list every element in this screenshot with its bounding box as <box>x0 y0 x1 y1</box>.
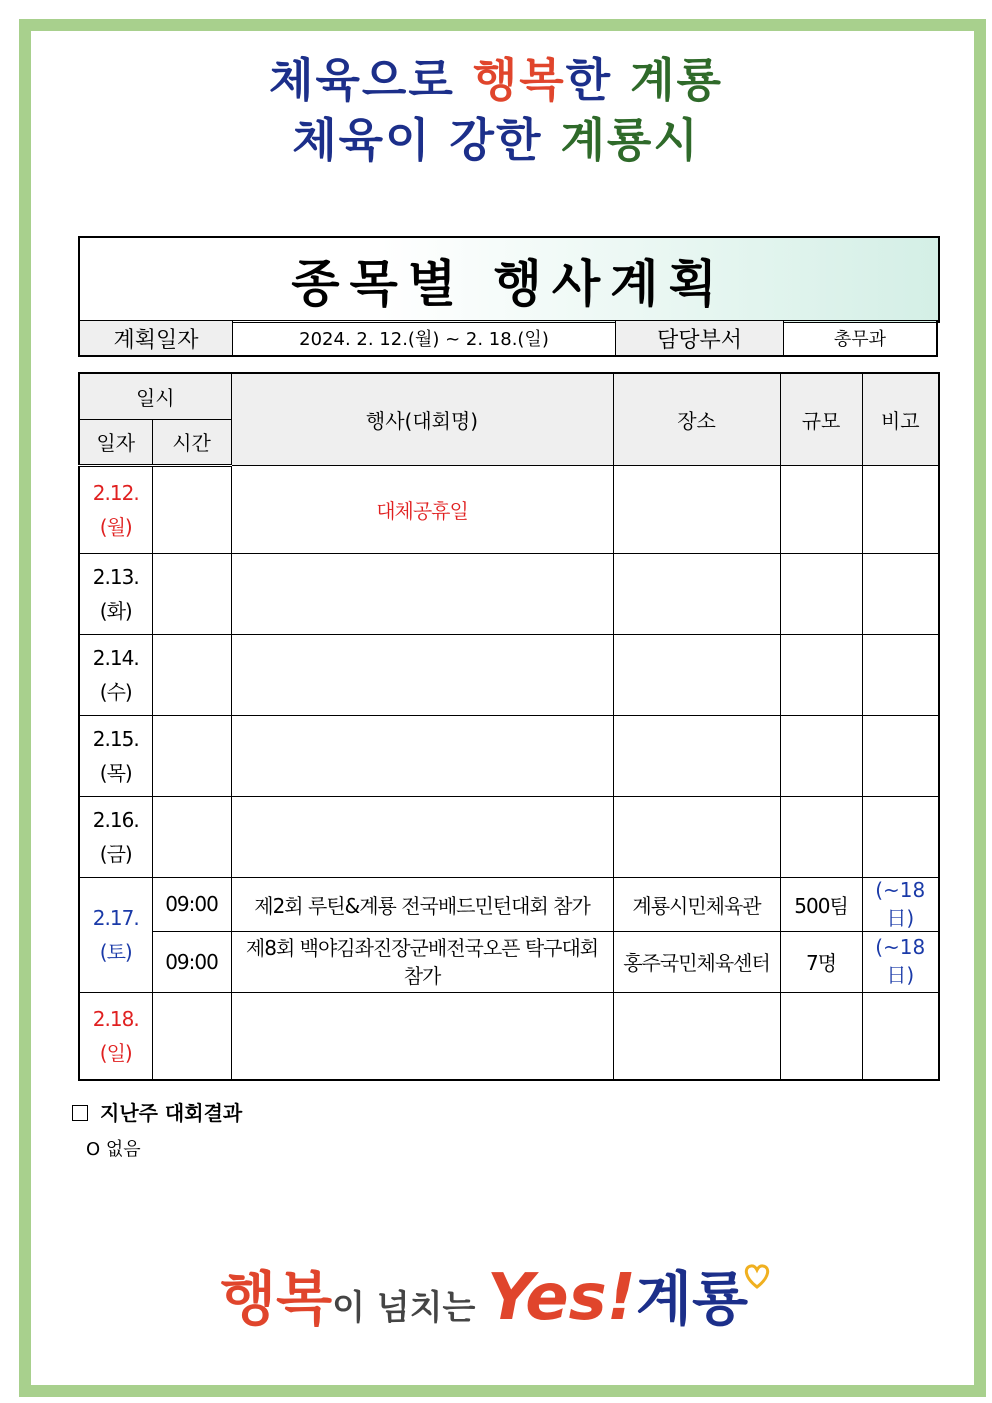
day-text: (수) <box>99 679 132 704</box>
slogan-text: 체육이 강한 <box>292 113 561 167</box>
date-cell <box>79 796 152 877</box>
scale-cell: 500팀 <box>780 877 862 931</box>
place-cell <box>613 634 780 715</box>
dept-label: 담당부서 <box>616 321 784 355</box>
event-cell: 제8회 백야김좌진장군배전국오픈 탁구대회 참가 <box>231 931 613 992</box>
date-text: 2.18. <box>92 1006 139 1031</box>
date-text: 2.12. <box>92 480 139 505</box>
day-text: (화) <box>99 598 132 623</box>
place-cell: 계룡시민체육관 <box>613 877 780 931</box>
time-cell: 09:00 <box>152 931 231 992</box>
date-text: 2.13. <box>92 564 139 589</box>
footer-slogan <box>0 1252 992 1336</box>
table-row <box>79 992 939 1080</box>
heart-icon <box>742 1263 772 1289</box>
table-row <box>79 877 939 931</box>
note-cell <box>862 634 939 715</box>
date-cell <box>79 634 152 715</box>
document-title-box <box>78 236 940 323</box>
date-cell <box>79 877 152 992</box>
table-row <box>79 553 939 634</box>
schedule-table <box>78 372 940 1081</box>
note-cell <box>862 992 939 1080</box>
time-cell <box>152 553 231 634</box>
day-text: (일) <box>99 1040 132 1065</box>
time-cell <box>152 992 231 1080</box>
last-week-result: O 없음 <box>86 1139 141 1160</box>
note-cell: (~18日) <box>862 931 939 992</box>
header-event: 행사(대회명) <box>231 373 613 465</box>
event-cell: 대체공휴일 <box>231 465 613 553</box>
date-text: 2.15. <box>92 726 139 751</box>
square-bullet-icon <box>72 1105 88 1121</box>
dept-value: 총무과 <box>833 329 887 350</box>
event-cell <box>231 553 613 634</box>
place-cell <box>613 553 780 634</box>
date-cell <box>79 715 152 796</box>
date-cell <box>79 465 152 553</box>
day-text: (월) <box>99 514 132 539</box>
note-cell <box>862 715 939 796</box>
time-cell <box>152 715 231 796</box>
scale-cell <box>780 992 862 1080</box>
slogan <box>0 50 992 170</box>
header-place: 장소 <box>613 373 780 465</box>
event-cell <box>231 634 613 715</box>
table-row <box>79 715 939 796</box>
date-cell <box>79 992 152 1080</box>
header-time: 시간 <box>152 419 231 465</box>
note-cell: (~18日) <box>862 877 939 931</box>
scale-cell <box>780 796 862 877</box>
slogan-text: 계룡시 <box>560 113 700 167</box>
time-cell <box>152 796 231 877</box>
last-week-heading-text: 지난주 대회결과 <box>100 1101 243 1125</box>
event-cell <box>231 992 613 1080</box>
footer-text: 이 넘치는 <box>332 1288 488 1328</box>
plan-info-row <box>78 320 938 357</box>
footer-text: Yes! <box>487 1261 636 1335</box>
slogan-text: 한 <box>565 53 631 107</box>
slogan-text: 계룡 <box>630 53 723 107</box>
footer-text: 행복 <box>220 1265 333 1333</box>
day-text: (금) <box>99 841 132 866</box>
day-text: (목) <box>99 760 132 785</box>
header-date: 일자 <box>79 419 152 465</box>
scale-cell: 7명 <box>780 931 862 992</box>
header-datetime: 일시 <box>79 373 231 419</box>
document-title: 종목별 행사계획 <box>291 255 727 313</box>
place-cell <box>613 992 780 1080</box>
header-note: 비고 <box>862 373 939 465</box>
table-row <box>79 634 939 715</box>
note-cell <box>862 553 939 634</box>
note-cell <box>862 465 939 553</box>
event-cell <box>231 715 613 796</box>
date-text: 2.14. <box>92 645 139 670</box>
time-cell <box>152 465 231 553</box>
slogan-text: 체육으로 <box>269 53 473 107</box>
place-cell <box>613 465 780 553</box>
date-text: 2.17. <box>92 905 139 930</box>
date-cell <box>79 553 152 634</box>
time-cell <box>152 634 231 715</box>
place-cell <box>613 796 780 877</box>
time-cell: 09:00 <box>152 877 231 931</box>
place-cell: 홍주국민체육센터 <box>613 931 780 992</box>
date-text: 2.16. <box>92 807 139 832</box>
table-row <box>79 465 939 553</box>
header-scale: 규모 <box>780 373 862 465</box>
scale-cell <box>780 634 862 715</box>
plan-date-label: 계획일자 <box>80 321 233 355</box>
event-cell: 제2회 루틴&계룡 전국배드민턴대회 참가 <box>231 877 613 931</box>
day-text: (토) <box>99 939 132 964</box>
plan-date-value: 2024. 2. 12.(월) ~ 2. 18.(일) <box>233 321 616 355</box>
slogan-text: 행복 <box>472 53 566 107</box>
table-row <box>79 796 939 877</box>
place-cell <box>613 715 780 796</box>
footer-text: 계룡 <box>635 1265 748 1333</box>
scale-cell <box>780 553 862 634</box>
scale-cell <box>780 465 862 553</box>
last-week-heading <box>72 1097 242 1126</box>
table-row <box>79 931 939 992</box>
event-cell <box>231 796 613 877</box>
note-cell <box>862 796 939 877</box>
scale-cell <box>780 715 862 796</box>
